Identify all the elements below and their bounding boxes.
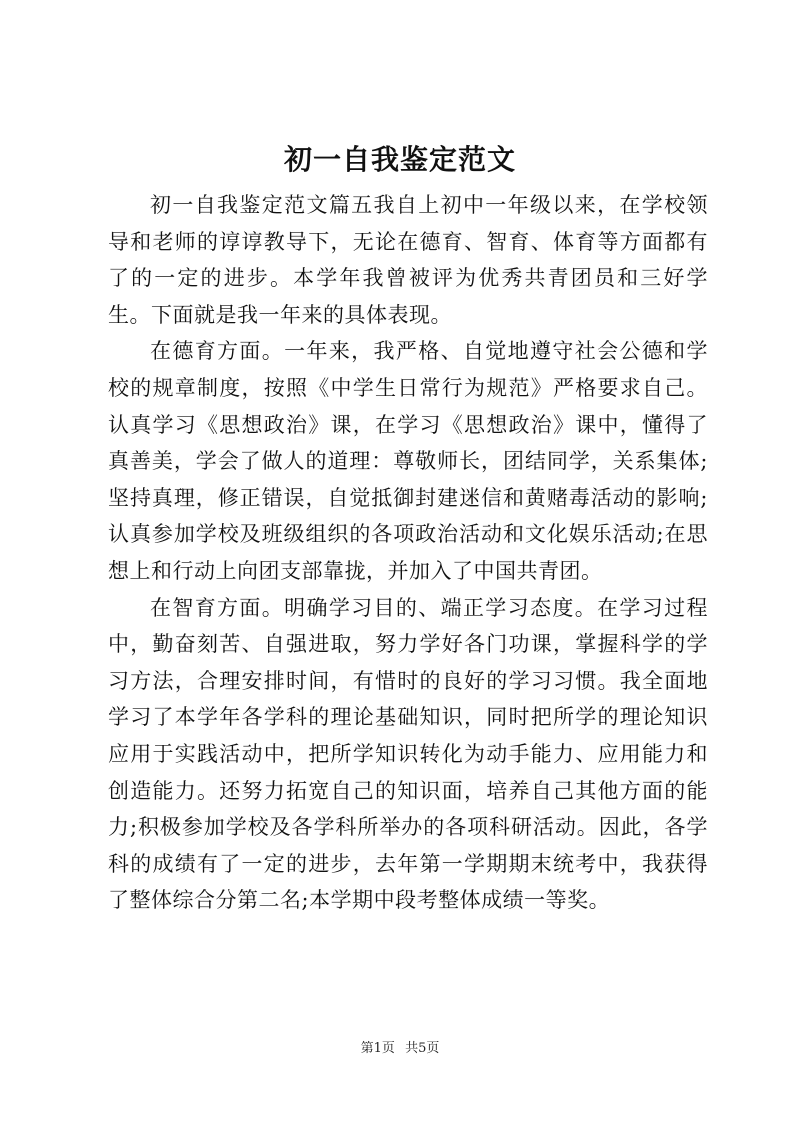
paragraph-intro: 初一自我鉴定范文篇五我自上初中一年级以来，在学校领导和老师的谆谆教导下，无论在德育、智育、体育等方面都有了的一定的进步。本学年我曾被评为优秀共青团员和三好学生。下面就是我一年来的具体表现。 (108, 193, 708, 327)
document-body (108, 187, 708, 919)
paragraph-intellectual-education: 在智育方面。明确学习目的、端正学习态度。在学习过程中，勤奋刻苦、自强进取，努力学好各门功课，掌握科学的学习方法，合理安排时间，有惜时的良好的学习习惯。我全面地学习了本学年各学科的理论基础知识，同时把所学的理论知识应用于实践活动中，把所学知识转化为动手能力、应用能力和创造能力。还努力拓宽自己的知识面，培养自己其他方面的能力;积极参加学校及各学科所举办的各项科研活动。因此，各学科的成绩有了一定的进步，去年第一学期期末统考中，我获得了整体综合分第二名;本学期中段考整体成绩一等奖。 (108, 595, 708, 913)
paragraph-moral-education: 在德育方面。一年来，我严格、自觉地遵守社会公德和学校的规章制度，按照《中学生日常行为规范》严格要求自己。认真学习《思想政治》课，在学习《思想政治》课中，懂得了真善美，学会了做人的道理：尊敬师长，团结同学，关系集体;坚持真理，修正错误，自觉抵御封建迷信和黄赌毒活动的影响;认真参加学校及班级组织的各项政治活动和文化娱乐活动;在思想上和行动上向团支部靠拢，并加入了中国共青团。 (108, 339, 708, 583)
page-number-total: 共5页 (405, 1041, 440, 1056)
page-number-current: 第1页 (360, 1041, 395, 1056)
document-title: 初一自我鉴定范文 (283, 143, 516, 176)
page-footer (0, 1040, 800, 1058)
